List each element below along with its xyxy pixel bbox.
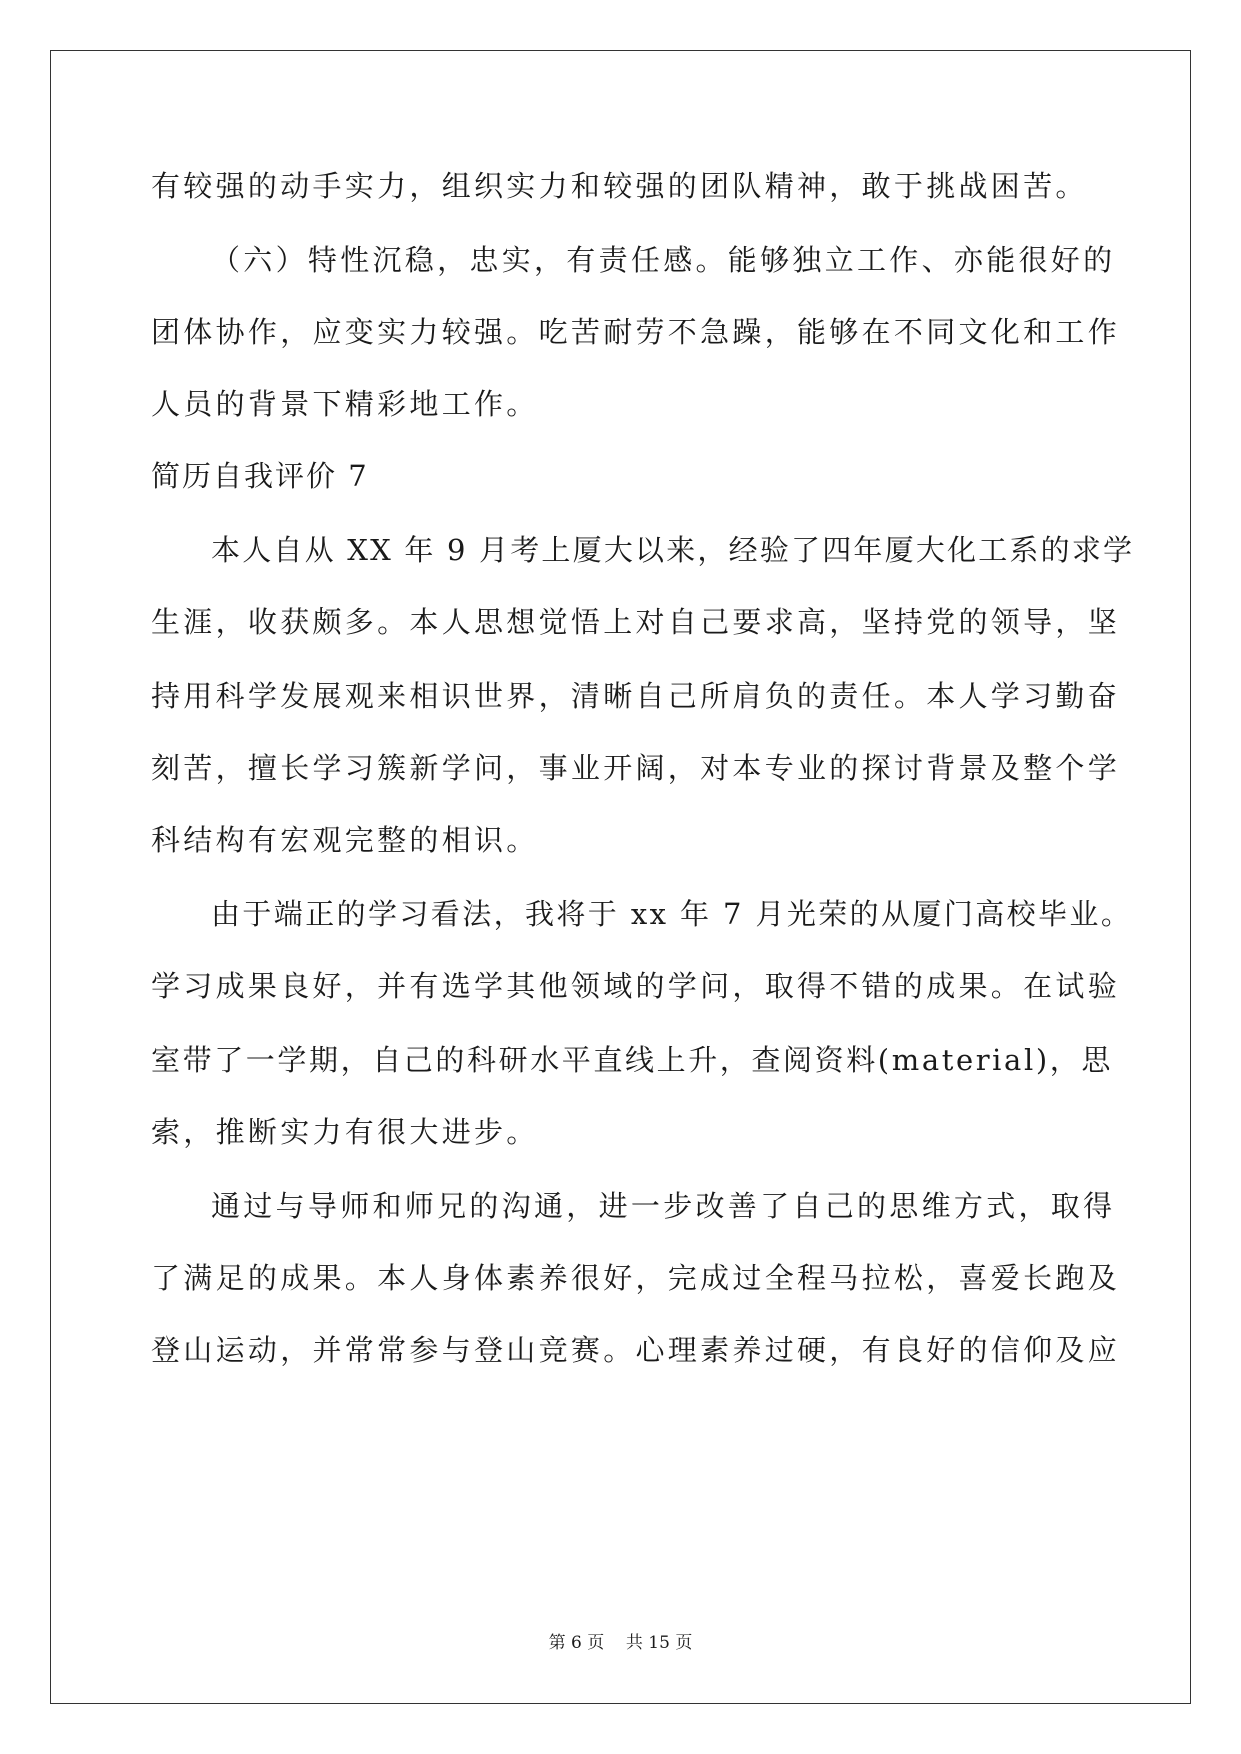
page-number: 第 6 页 共 15 页 xyxy=(548,1633,693,1653)
text-line: 登山运动，并常常参与登山竞赛。心理素养过硬，有良好的信仰及应 xyxy=(151,1333,1121,1367)
page-footer xyxy=(0,1628,1241,1653)
text-line: 室带了一学期，自己的科研水平直线上升，查阅资料(material)，思 xyxy=(151,1043,1113,1077)
text-line: 生涯，收获颇多。本人思想觉悟上对自己要求高，坚持党的领导，坚 xyxy=(151,605,1121,639)
text-line: 了满足的成果。本人身体素养很好，完成过全程马拉松，喜爱长跑及 xyxy=(151,1261,1121,1295)
text-line: 本人自从 XX 年 9 月考上厦大以来，经验了四年厦大化工系的求学 xyxy=(211,533,1135,567)
page-border xyxy=(50,50,1191,1704)
text-line: 学习成果良好，并有选学其他领域的学问，取得不错的成果。在试验 xyxy=(151,969,1121,1003)
text-line: 由于端正的学习看法，我将于 xx 年 7 月光荣的从厦门高校毕业。 xyxy=(211,897,1133,931)
text-line: （六）特性沉稳，忠实，有责任感。能够独立工作、亦能很好的 xyxy=(211,243,1116,277)
text-line: 科结构有宏观完整的相识。 xyxy=(151,823,539,857)
text-line: 人员的背景下精彩地工作。 xyxy=(151,387,539,421)
text-line: 刻苦，擅长学习簇新学问，事业开阔，对本专业的探讨背景及整个学 xyxy=(151,751,1121,785)
text-line: 团体协作，应变实力较强。吃苦耐劳不急躁，能够在不同文化和工作 xyxy=(151,315,1121,349)
text-line: 索，推断实力有很大进步。 xyxy=(151,1115,539,1149)
section-heading: 简历自我评价 7 xyxy=(151,459,369,493)
text-line: 有较强的动手实力，组织实力和较强的团队精神，敢于挑战困苦。 xyxy=(151,169,1088,203)
text-line: 持用科学发展观来相识世界，清晰自己所肩负的责任。本人学习勤奋 xyxy=(151,679,1121,713)
text-line: 通过与导师和师兄的沟通，进一步改善了自己的思维方式，取得 xyxy=(211,1189,1116,1223)
